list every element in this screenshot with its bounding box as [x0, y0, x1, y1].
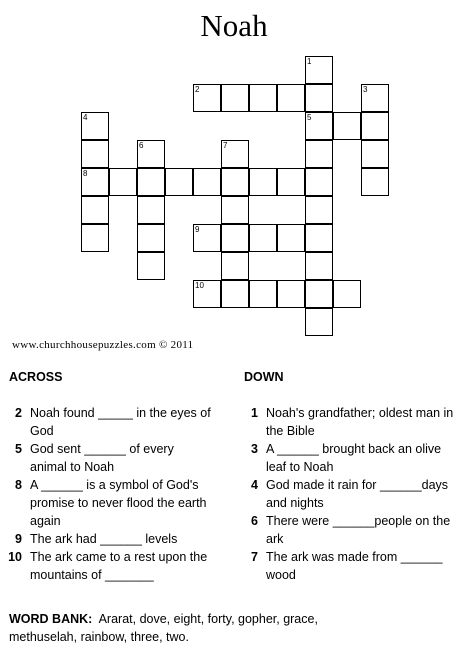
down-heading: DOWN: [244, 370, 284, 384]
across-clues: [0, 404, 212, 584]
grid-cell[interactable]: [221, 196, 249, 224]
grid-cell[interactable]: [277, 224, 305, 252]
grid-cell[interactable]: [249, 84, 277, 112]
grid-cell[interactable]: [277, 84, 305, 112]
grid-cell[interactable]: [221, 168, 249, 196]
word-bank: [9, 610, 349, 646]
across-clue: 5 God sent ______ of every animal to Noah: [15, 442, 174, 474]
grid-cell[interactable]: [81, 112, 109, 140]
grid-cell[interactable]: [221, 84, 249, 112]
word-bank-label: WORD BANK:: [9, 612, 93, 626]
grid-cell[interactable]: [305, 56, 333, 84]
down-clue: 7 The ark was made from ______ wood: [251, 550, 443, 582]
grid-cell[interactable]: [305, 112, 333, 140]
cell-number: 2: [195, 85, 200, 94]
cell-number: 10: [195, 281, 204, 290]
grid-cell[interactable]: [361, 140, 389, 168]
cell-number: 4: [83, 113, 88, 122]
grid-cell[interactable]: [361, 112, 389, 140]
cell-number: 6: [139, 141, 144, 150]
down-clue: 1 Noah's grandfather; oldest man in the Bible: [251, 406, 454, 438]
grid-cell[interactable]: [193, 84, 221, 112]
grid-cell[interactable]: [333, 280, 361, 308]
across-clue: 9 The ark had ______ levels: [15, 532, 178, 546]
grid-cell[interactable]: [81, 224, 109, 252]
cell-number: 9: [195, 225, 200, 234]
grid-cell[interactable]: [305, 140, 333, 168]
grid-cell[interactable]: [137, 168, 165, 196]
grid-cell[interactable]: [305, 168, 333, 196]
across-clue: 2 Noah found _____ in the eyes of God: [15, 406, 211, 438]
grid-cell[interactable]: [305, 252, 333, 280]
grid-cell[interactable]: [81, 140, 109, 168]
grid-cell[interactable]: [361, 84, 389, 112]
cell-number: 5: [307, 113, 312, 122]
grid-cell[interactable]: [193, 280, 221, 308]
grid-cell[interactable]: [165, 168, 193, 196]
grid-cell[interactable]: [305, 280, 333, 308]
down-clue: 6 There were ______people on the ark: [251, 514, 451, 546]
grid-cell[interactable]: [81, 196, 109, 224]
across-clue: 10 The ark came to a rest upon the mountains of _______: [8, 550, 208, 582]
grid-cell[interactable]: [81, 168, 109, 196]
grid-cell[interactable]: [277, 280, 305, 308]
grid-cell[interactable]: [249, 168, 277, 196]
grid-cell[interactable]: [221, 252, 249, 280]
puzzle-title: Noah: [200, 8, 268, 43]
grid-cell[interactable]: [137, 196, 165, 224]
across-heading: ACROSS: [9, 370, 63, 384]
grid-cell[interactable]: [361, 168, 389, 196]
cell-number: 8: [83, 169, 88, 178]
grid-cell[interactable]: [221, 140, 249, 168]
grid-cell[interactable]: [277, 168, 305, 196]
down-clues: [236, 404, 462, 584]
down-clue: 4 God made it rain for ______days and nights: [251, 478, 449, 510]
grid-cell[interactable]: [137, 252, 165, 280]
source-credit: www.churchhousepuzzles.com © 2011: [12, 339, 194, 351]
grid-cell[interactable]: [193, 224, 221, 252]
grid-cell[interactable]: [137, 224, 165, 252]
grid-cell[interactable]: [305, 224, 333, 252]
grid-cell[interactable]: [193, 168, 221, 196]
grid-cell[interactable]: [109, 168, 137, 196]
down-clue: 3 A ______ brought back an olive leaf to Noah: [251, 442, 442, 474]
grid-cell[interactable]: [221, 280, 249, 308]
cell-number: 3: [363, 85, 368, 94]
across-clue: 8 A ______ is a symbol of God's promise to never flood the earth again: [15, 478, 207, 528]
grid-cell[interactable]: [305, 308, 333, 336]
grid-cell[interactable]: [305, 196, 333, 224]
grid-cell[interactable]: [305, 84, 333, 112]
grid-cell[interactable]: [137, 140, 165, 168]
grid-cell[interactable]: [249, 280, 277, 308]
grid-cell[interactable]: [333, 112, 361, 140]
grid-cell[interactable]: [249, 224, 277, 252]
cell-number: 1: [307, 57, 312, 66]
word-bank-words: Ararat, dove, eight, forty, gopher, grace, methuselah, rainbow, three, two.: [9, 612, 318, 644]
cell-number: 7: [223, 141, 228, 150]
grid-cell[interactable]: [221, 224, 249, 252]
